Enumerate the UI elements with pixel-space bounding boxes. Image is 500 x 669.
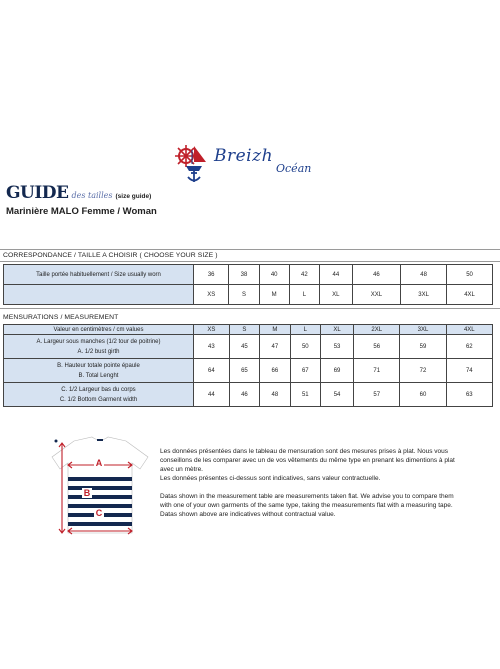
table-cell: XXL [352,285,400,305]
divider [0,261,500,262]
note-line: Datas shown above are indicatives without contractual value. [160,511,336,518]
measurements-table [3,324,493,407]
table-row [4,285,493,305]
table-cell: 60 [400,383,446,407]
table-cell: 40 [259,265,289,285]
column-header: L [290,325,320,335]
row-label-fr: B. Hauteur totale pointe épaule [57,362,140,369]
brand-name: Breizh [214,146,274,166]
table-cell: 44 [319,265,352,285]
table-cell: 45 [229,335,259,359]
table-header-row [4,325,493,335]
row-label-en: C. 1/2 Bottom Garment width [59,396,138,403]
measurements-heading: MENSURATIONS / MEASUREMENT [3,314,119,321]
column-header: S [229,325,259,335]
product-title: Marinière MALO Femme / Woman [6,206,157,217]
header-label: Valeur en centimètres / cm values [4,325,194,335]
table-cell: XS [194,285,229,305]
table-cell: L [289,285,319,305]
note-line: Les données présentées dans le tableau de mensuration sont des mesures prises à plat. Nous vous [160,448,448,455]
label-a: A [95,458,103,468]
table-cell: 63 [446,383,492,407]
table-cell: 56 [354,335,400,359]
guide-title: GUIDE des tailles (size guide) [6,183,152,203]
table-row [4,359,493,383]
table-cell: 64 [194,359,230,383]
table-row [4,335,493,359]
table-cell: 71 [354,359,400,383]
row-label-fr: A. Largeur sous manches (1/2 tour de poitrine) [36,338,161,345]
label-c: C [95,508,103,518]
column-header: XL [321,325,354,335]
table-cell: 48 [260,383,290,407]
column-header: XS [194,325,230,335]
row-label: Taille portée habituellement / Size usually worn [4,265,194,285]
table-cell: 54 [321,383,354,407]
brand-name-ocean: Océan [276,162,312,175]
table-cell: 69 [321,359,354,383]
table-cell: XL [319,285,352,305]
table-cell: 67 [290,359,320,383]
size-correspondance-table [3,264,493,305]
row-label-fr: C. 1/2 Largeur bas du corps [61,386,136,393]
table-cell: 74 [446,359,492,383]
table-cell: 44 [194,383,230,407]
column-header: 2XL [354,325,400,335]
table-cell: 46 [229,383,259,407]
note-line: with one of your own garments of the same type, taking the measurements flat with a measuring tape. [160,502,453,509]
table-cell: 65 [229,359,259,383]
table-cell: 57 [354,383,400,407]
divider [0,249,500,250]
row-label-en: B. Total Lenght [78,372,119,379]
table-cell: 72 [400,359,446,383]
table-cell: 36 [194,265,229,285]
table-row [4,265,493,285]
note-line: Les données présentes ci-dessus sont indicatives, sans valeur contractuelle. [160,475,381,482]
ship-wheel-icon [172,142,216,186]
table-cell: 62 [446,335,492,359]
tshirt-diagram [48,435,152,535]
table-cell: 53 [321,335,354,359]
table-cell: 66 [260,359,290,383]
row-label [4,383,194,407]
column-header: 4XL [446,325,492,335]
notes-fr [160,447,490,483]
column-header: M [260,325,290,335]
table-cell: S [229,285,259,305]
table-cell: 42 [289,265,319,285]
table-cell: M [259,285,289,305]
table-cell: 59 [400,335,446,359]
column-header: 3XL [400,325,446,335]
note-line: avec un mètre. [160,466,203,473]
notes-en [160,492,490,519]
correspondance-heading: CORRESPONDANCE / TAILLE A CHOISIR ( CHOOSE YOUR SIZE ) [3,252,218,259]
note-line: Datas shown in the measurement table are measurements taken flat. We advise you to compare them [160,493,454,500]
table-cell: 48 [401,265,447,285]
row-label [4,359,194,383]
label-b: B [83,488,91,498]
table-row [4,383,493,407]
table-cell: 50 [290,335,320,359]
table-cell: 47 [260,335,290,359]
table-cell: 50 [447,265,493,285]
table-cell: 38 [229,265,259,285]
table-cell: 3XL [401,285,447,305]
table-cell: 51 [290,383,320,407]
row-label-empty [4,285,194,305]
brand-logo [172,142,342,188]
row-label [4,335,194,359]
note-line: conseillons de les comparer avec un de vos vêtements du même type en prenant les dimentions à plat [160,457,455,464]
table-cell: 4XL [447,285,493,305]
row-label-en: A. 1/2 bust girth [77,348,120,355]
table-cell: 46 [352,265,400,285]
table-cell: 43 [194,335,230,359]
divider [0,308,500,309]
